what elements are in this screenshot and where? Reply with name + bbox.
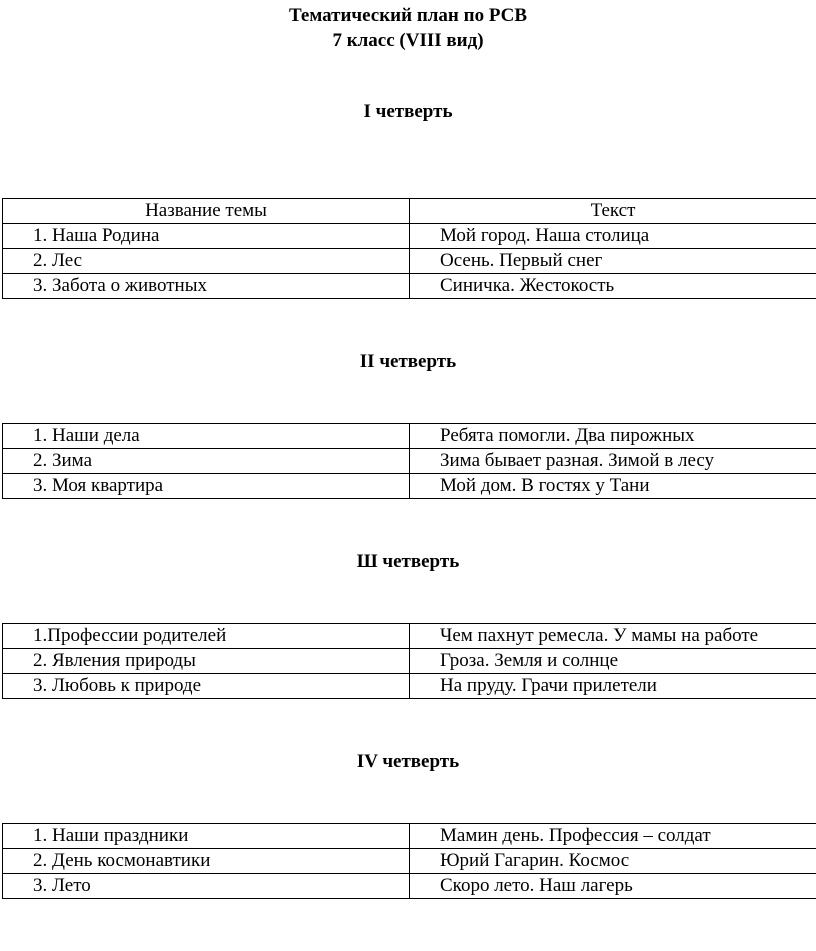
topic-cell: 1. Наши праздники: [3, 824, 410, 849]
topic-cell: 1. Наша Родина: [3, 224, 410, 249]
quarter-2-table: [2, 423, 816, 499]
table-row: [3, 649, 816, 674]
topic-cell: 2. Явления природы: [3, 649, 410, 674]
table-row: [3, 474, 816, 499]
quarter-3-heading: Ш четверть: [356, 551, 460, 572]
text-cell: Осень. Первый снег: [410, 249, 816, 274]
table-row: [3, 449, 816, 474]
table-row: [3, 824, 816, 849]
text-cell: На пруду. Грачи прилетели: [410, 674, 816, 699]
quarter-3-table: [2, 623, 816, 699]
quarter-1-heading: I четверть: [363, 101, 453, 122]
text-cell: Скоро лето. Наш лагерь: [410, 874, 816, 899]
table-row: [3, 674, 816, 699]
quarter-4-heading: IV четверть: [356, 751, 460, 772]
table-row: [3, 624, 816, 649]
table-row: [3, 874, 816, 899]
text-cell: Гроза. Земля и солнце: [410, 649, 816, 674]
text-cell: Синичка. Жестокость: [410, 274, 816, 299]
text-cell: Мой дом. В гостях у Тани: [410, 474, 816, 499]
quarter-4-table: [2, 823, 816, 899]
text-cell: Мой город. Наша столица: [410, 224, 816, 249]
table-row: [3, 224, 816, 249]
text-cell: Юрий Гагарин. Космос: [410, 849, 816, 874]
table-row: [3, 849, 816, 874]
topic-cell: 2. Зима: [3, 449, 410, 474]
topic-cell: 1. Наши дела: [3, 424, 410, 449]
table-row: [3, 249, 816, 274]
text-cell: Чем пахнут ремесла. У мамы на работе: [410, 624, 816, 649]
column-header-text: Текст: [410, 199, 816, 224]
topic-cell: 3. Лето: [3, 874, 410, 899]
topic-cell: 2. День космонавтики: [3, 849, 410, 874]
quarter-2-heading: II четверть: [359, 351, 457, 372]
topic-cell: 3. Забота о животных: [3, 274, 410, 299]
topic-cell: 3. Любовь к природе: [3, 674, 410, 699]
table-row: [3, 424, 816, 449]
topic-cell: 2. Лес: [3, 249, 410, 274]
column-header-topic: Название темы: [3, 199, 410, 224]
table-row: [3, 274, 816, 299]
quarter-1-table: [2, 198, 816, 299]
text-cell: Мамин день. Профессия – солдат: [410, 824, 816, 849]
table-header-row: [3, 199, 816, 224]
topic-cell: 3. Моя квартира: [3, 474, 410, 499]
topic-cell: 1.Профессии родителей: [3, 624, 410, 649]
text-cell: Зима бывает разная. Зимой в лесу: [410, 449, 816, 474]
document-subtitle: 7 класс (VIII вид): [332, 30, 484, 51]
document-title: Тематический план по РСВ: [288, 5, 528, 26]
text-cell: Ребята помогли. Два пирожных: [410, 424, 816, 449]
